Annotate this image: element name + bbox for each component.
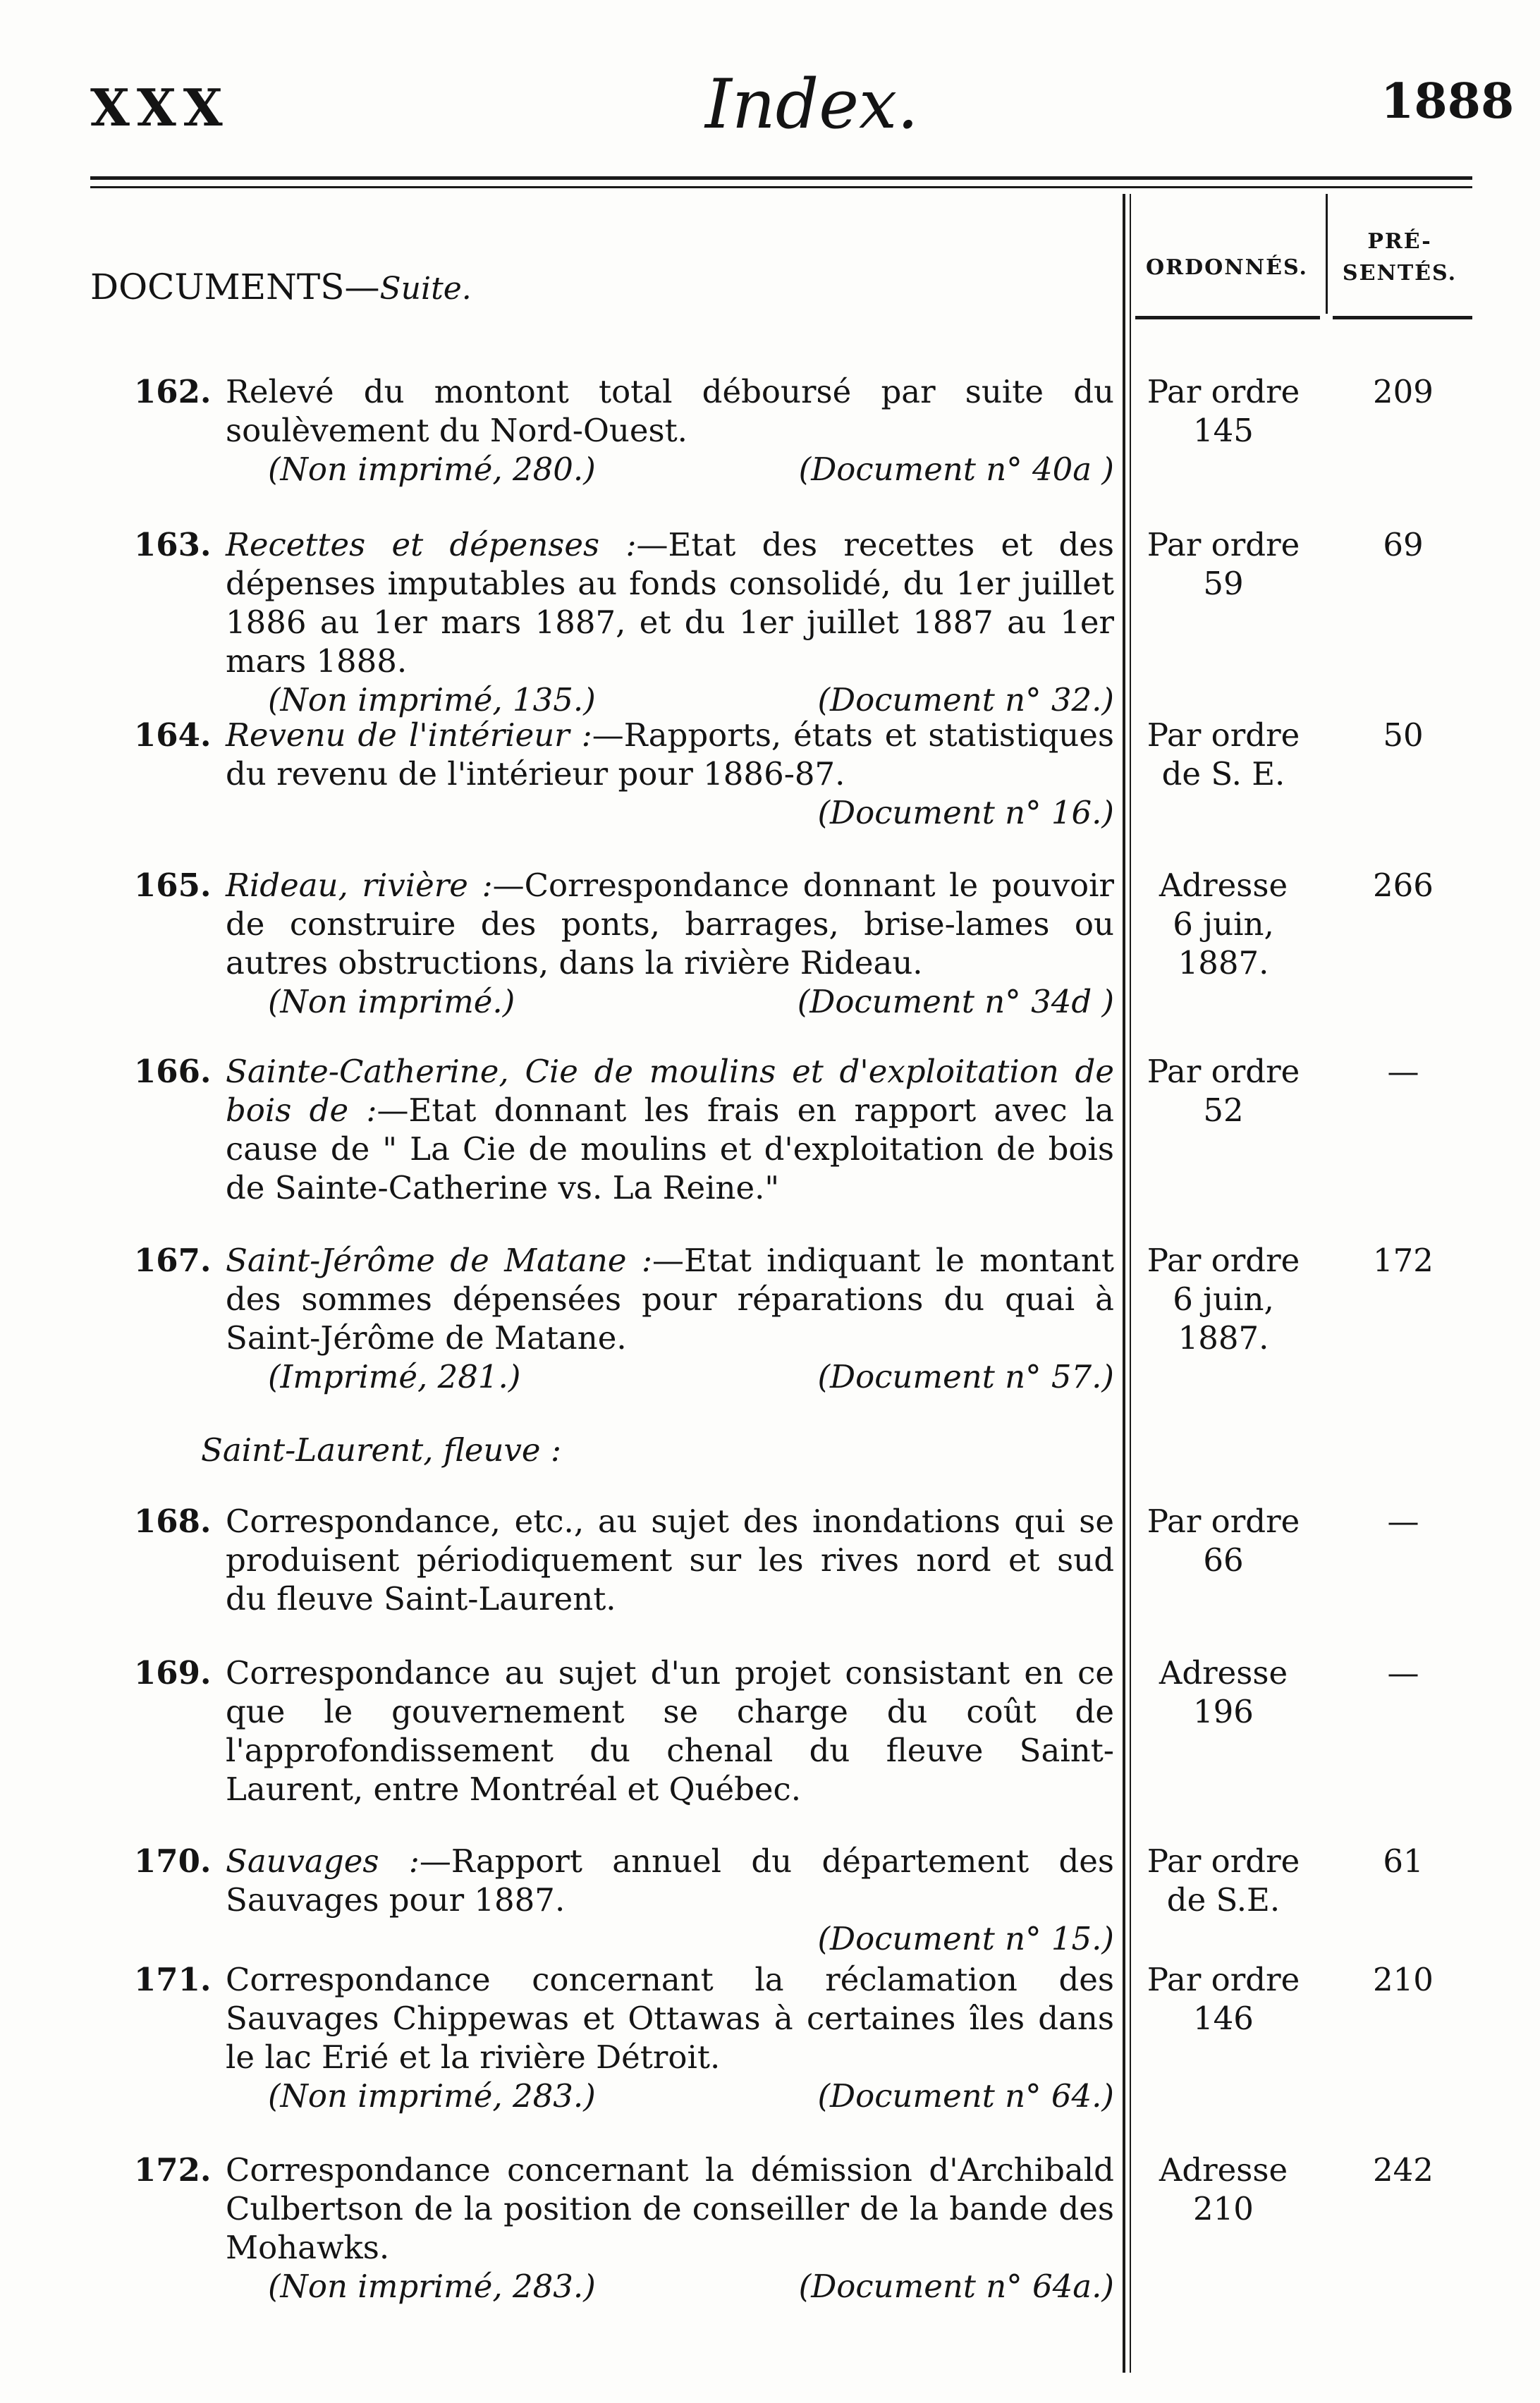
ordered-line: 6 juin, [1173,1280,1274,1318]
ordered-line: Par ordre [1147,716,1300,754]
column-divider-left-2 [1130,194,1131,2373]
entry-text: —Rapports, états et statistiques du revenu de l'intérieur pour 1886-87. [226,716,1114,793]
header-rule-bottom [90,186,1472,188]
entry-references [268,1357,1114,1396]
entry-number: 170. [134,1842,212,1880]
entry-body [226,1502,1114,1618]
ordered-line: Par ordre [1147,1053,1300,1090]
entry-body [226,1960,1114,2115]
entry-presented: 210 [1373,1961,1434,1998]
ordered-line: 1887. [1178,1319,1269,1357]
ordered-line: Adresse [1159,867,1288,904]
ordered-line: Par ordre [1147,526,1300,563]
entry-body [226,1842,1114,1958]
entry-lead: Saint-Jérôme de Matane : [226,1242,653,1279]
entry-note: (Non imprimé, 135.) [268,681,596,719]
entry-text: Correspondance au sujet d'un projet consistant en ce que le gouvernement se charge du coût de l'approfondissement du chenal du fleuve Saint-Laurent, entre Montréal et Québec. [226,1654,1114,1808]
entry-document: (Document n° 64.) [817,2077,1114,2115]
index-entry [134,1960,1114,2122]
entry-document: (Document n° 57.) [817,1358,1114,1395]
entry-ordered [1135,1052,1312,1130]
entry-note: (Non imprimé.) [268,983,515,1020]
entry-ordered [1135,716,1312,793]
entry-body [226,1241,1114,1396]
entry-note: (Non imprimé, 280.) [268,451,596,488]
entry-presented: — [1387,1053,1419,1090]
index-entry [134,1653,1114,1816]
entry-references [268,450,1114,489]
entry-presented: — [1387,1654,1419,1692]
entry-body [226,372,1114,489]
ordered-line: 66 [1203,1541,1244,1579]
page-title: Index. [705,65,919,144]
index-entry [134,1052,1114,1214]
ordered-line: Par ordre [1147,1242,1300,1279]
ordered-line: 6 juin, [1173,905,1274,943]
index-entry [134,866,1114,1028]
column-header-ordered: ORDONNÉS. [1146,255,1308,280]
entry-text: Relevé du montont total déboursé par suite du soulèvement du Nord-Ouest. [226,373,1114,449]
entry-text: Correspondance, etc., au sujet des inondations qui se produisent périodiquement sur les rives nord et sud du fleuve Saint-Laurent. [226,1503,1114,1618]
entry-ordered [1135,1502,1312,1579]
entry-ordered [1135,866,1312,982]
entry-ordered [1135,1241,1312,1357]
column-divider-left [1123,194,1125,2373]
entry-body [226,525,1114,719]
entry-number: 169. [134,1654,212,1692]
column-header-rule-ordered [1135,316,1320,319]
entry-lead: Sainte-Catherine, Cie de moulins et d'exploitation de bois de : [226,1053,1114,1129]
ordered-line: Adresse [1159,2151,1288,2189]
entry-document: (Document n° 16.) [817,794,1114,831]
entry-body [226,2151,1114,2306]
page-number-roman: XXX [90,78,230,137]
entry-number: 168. [134,1503,212,1540]
entry-number: 165. [134,867,212,904]
entry-presented: 50 [1383,716,1424,754]
index-entry [134,716,1114,836]
entry-note: (Non imprimé, 283.) [268,2077,596,2115]
ordered-line: de S.E. [1166,1881,1281,1919]
entry-number: 162. [134,373,212,410]
ordered-line: Par ordre [1147,373,1300,410]
header-rule-top [90,176,1472,180]
entry-references [268,982,1114,1021]
entry-text: Correspondance concernant la démission d'Archibald Culbertson de la position de conseiller de la bande des Mohawks. [226,2151,1114,2266]
entry-presented: 69 [1383,526,1424,563]
subheading: Saint-Laurent, fleuve : [201,1431,561,1469]
entry-number: 163. [134,526,212,563]
entry-body [226,1653,1114,1809]
entry-presented: 266 [1373,867,1434,904]
ordered-line: 52 [1203,1092,1244,1129]
entry-ordered [1135,1653,1312,1731]
entry-number: 171. [134,1961,212,1998]
ordered-line: Par ordre [1147,1842,1300,1880]
entry-presented: — [1387,1503,1419,1540]
entry-presented: 209 [1373,373,1434,410]
ordered-line: 59 [1203,565,1244,602]
section-suffix: Suite. [379,271,472,307]
ordered-line: Par ordre [1147,1503,1300,1540]
entry-text: —Etat des recettes et des dépenses imputables au fonds consolidé, du 1er juillet 1886 au 1er mars 1887, et du 1er juillet 1887 au 1er mars 1888. [226,526,1115,680]
entry-text: Correspondance concernant la réclamation des Sauvages Chippewas et Ottawas à certaines îles dans le lac Erié et la rivière Détroit. [226,1961,1114,2076]
entry-note: (Imprimé, 281.) [268,1358,521,1395]
entry-document: (Document n° 34d ) [797,983,1114,1020]
column-header-rule-presented [1333,316,1472,319]
column-header-presented-2: SENTÉS. [1342,261,1458,286]
entry-presented: 172 [1373,1242,1434,1279]
entry-number: 167. [134,1242,212,1279]
index-entry [134,1842,1114,1957]
entry-number: 164. [134,716,212,754]
entry-lead: Sauvages : [226,1842,420,1880]
index-entry [134,2151,1114,2313]
ordered-line: de S. E. [1161,755,1285,793]
ordered-line: 146 [1193,2000,1254,2037]
entry-document: (Document n° 15.) [817,1920,1114,1957]
entry-text: —Etat indiquant le montant des sommes dépensées pour réparations du quai à Saint-Jérôme de Matane. [226,1242,1114,1357]
entry-lead: Recettes et dépenses : [226,526,637,563]
entry-text: —Etat donnant les frais en rapport avec la cause de " La Cie de moulins et d'exploitation de bois de Sainte-Catherine vs. La Reine." [226,1092,1114,1206]
ordered-line: 196 [1193,1693,1254,1730]
entry-body [226,866,1114,1021]
entry-presented: 242 [1373,2151,1434,2189]
entry-text: —Correspondance donnant le pouvoir de construire des ponts, barrages, brise-lames ou autres obstructions, dans la rivière Rideau. [226,867,1115,982]
entry-text: —Rapport annuel du département des Sauvages pour 1887. [226,1842,1114,1919]
entry-number: 166. [134,1053,212,1090]
ordered-line: 1887. [1178,944,1269,982]
ordered-line: 210 [1193,2190,1254,2227]
entry-document: (Document n° 40a ) [798,451,1114,488]
entry-ordered [1135,1842,1312,1919]
entry-body [226,1052,1114,1207]
column-divider-middle [1326,194,1328,314]
entry-document: (Document n° 64a.) [798,2268,1114,2305]
ordered-line: Adresse [1159,1654,1288,1692]
index-entry [134,372,1114,492]
entry-references [268,793,1114,832]
entry-note: (Non imprimé, 283.) [268,2268,596,2305]
entry-ordered [1135,1960,1312,2038]
entry-ordered [1135,372,1312,450]
index-entry [134,525,1115,719]
ordered-line: 145 [1193,412,1254,449]
entry-references [268,1919,1114,1958]
entry-references [268,2077,1114,2115]
entry-presented: 61 [1383,1842,1424,1880]
section-title: DOCUMENTS— [90,267,380,307]
entry-number: 172. [134,2151,212,2189]
ordered-line: Par ordre [1147,1961,1300,1998]
entry-ordered [1135,2151,1312,2228]
entry-references [268,2267,1114,2306]
entry-references [268,680,1114,719]
year: 1888 [1381,73,1515,130]
entry-ordered [1135,525,1312,603]
column-header-presented-1: PRÉ- [1367,229,1432,254]
entry-lead: Rideau, rivière : [226,867,493,904]
section-heading [90,267,472,307]
entry-lead: Revenu de l'intérieur : [226,716,592,754]
entry-body [226,716,1114,832]
index-entry [134,1502,1114,1622]
entry-document: (Document n° 32.) [817,681,1114,719]
index-entry [134,1241,1114,1403]
